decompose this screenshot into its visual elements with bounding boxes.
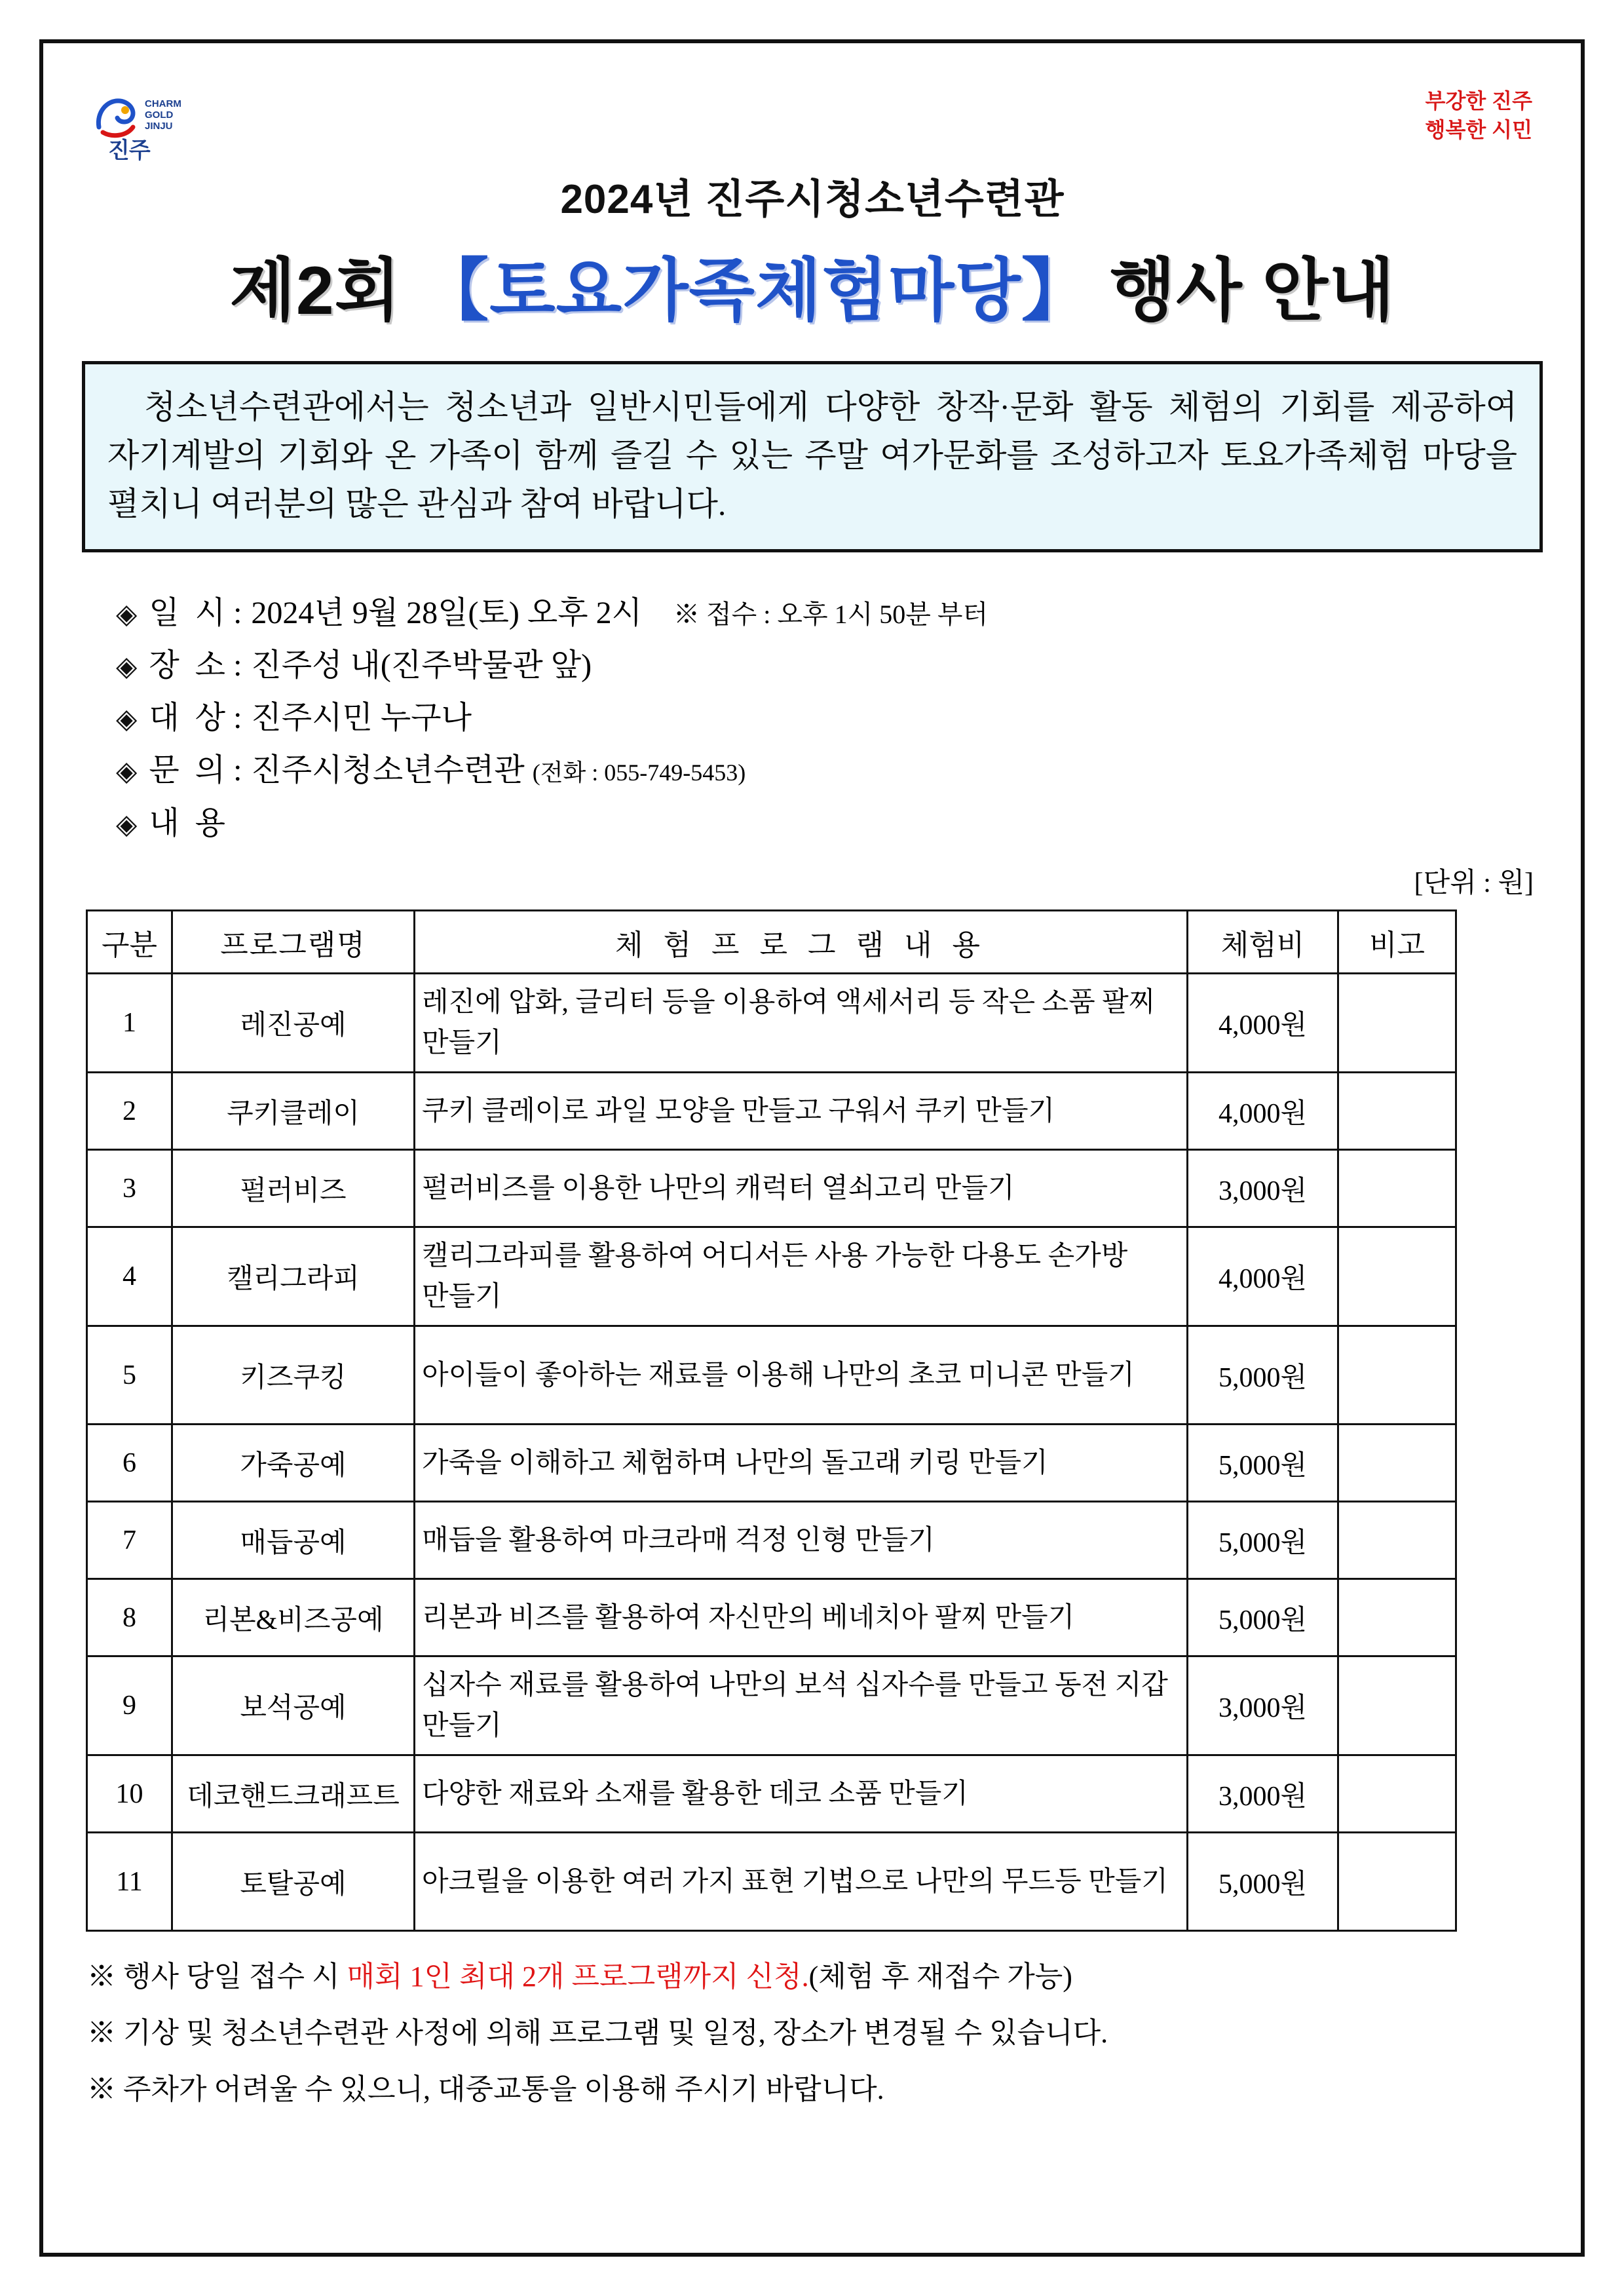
cell-no: 3 [87, 1150, 172, 1227]
info-label-place: 장 소 [149, 648, 230, 683]
footer-notes [82, 1949, 1543, 2118]
title-highlight: 【토요가족체험마당】 [421, 253, 1090, 329]
cell-etc [1338, 1656, 1456, 1755]
logo-mark [88, 89, 213, 168]
jinju-city-logo [88, 89, 213, 168]
cell-name: 토탈공예 [172, 1833, 415, 1931]
note-line-3 [87, 2061, 1543, 2118]
table-row [87, 1579, 1456, 1656]
diamond-bullet-icon: ◈ [116, 600, 138, 630]
info-item-content [116, 798, 1543, 851]
cell-desc: 캘리그라피를 활용하여 어디서든 사용 가능한 다용도 손가방 만들기 [415, 1227, 1188, 1326]
note-mark: ※ [87, 2017, 116, 2049]
cell-etc [1338, 1326, 1456, 1425]
slogan-line-2: 행복한 시민 [1425, 118, 1532, 142]
logo-text-kr: 진주 [108, 138, 150, 163]
cell-name: 가죽공예 [172, 1425, 415, 1502]
unit-label: [단위 : 원] [1414, 868, 1534, 898]
cell-name: 캘리그라피 [172, 1227, 415, 1326]
cell-fee: 5,000원 [1188, 1502, 1338, 1579]
cell-no: 9 [87, 1656, 172, 1755]
cell-no: 6 [87, 1425, 172, 1502]
th-etc: 비고 [1338, 911, 1456, 974]
cell-no: 1 [87, 974, 172, 1073]
info-colon: : [233, 700, 242, 735]
cell-no: 4 [87, 1227, 172, 1326]
table-row [87, 1755, 1456, 1833]
slogan-line-1: 부강한 진주 [1425, 89, 1532, 113]
cell-name: 보석공예 [172, 1656, 415, 1755]
cell-name: 펄러비즈 [172, 1150, 415, 1227]
table-row [87, 1150, 1456, 1227]
info-colon: : [233, 596, 242, 630]
cell-fee: 3,000원 [1188, 1656, 1338, 1755]
event-info-list [82, 588, 1543, 851]
note-1-post: (체험 후 재접수 가능) [808, 1961, 1072, 1993]
info-phone: (전화 : 055-749-5453) [532, 759, 746, 786]
cell-fee: 3,000원 [1188, 1150, 1338, 1227]
cell-etc [1338, 1073, 1456, 1150]
info-value-contact: 진주시청소년수련관 [251, 753, 525, 788]
table-row [87, 1326, 1456, 1425]
cell-fee: 5,000원 [1188, 1326, 1338, 1425]
table-row [87, 1502, 1456, 1579]
cell-desc: 레진에 압화, 글리터 등을 이용하여 액세서리 등 작은 소품 팔찌 만들기 [415, 974, 1188, 1073]
info-value-target: 진주시민 누구나 [251, 700, 472, 735]
cell-desc: 십자수 재료를 활용하여 나만의 보석 십자수를 만들고 동전 지갑 만들기 [415, 1656, 1188, 1755]
cell-fee: 3,000원 [1188, 1755, 1338, 1833]
info-value-datetime: 2024년 9월 28일(토) 오후 2시 [251, 596, 642, 630]
cell-fee: 4,000원 [1188, 974, 1338, 1073]
cell-desc: 아크릴을 이용한 여러 가지 표현 기법으로 나만의 무드등 만들기 [415, 1833, 1188, 1931]
table-row [87, 1656, 1456, 1755]
cell-name: 데코핸드크래프트 [172, 1755, 415, 1833]
info-item-datetime [116, 588, 1543, 640]
cell-etc [1338, 1755, 1456, 1833]
note-mark: ※ [87, 1961, 116, 1993]
cell-name: 리본&비즈공예 [172, 1579, 415, 1656]
cell-desc: 다양한 재료와 소재를 활용한 데코 소품 만들기 [415, 1755, 1188, 1833]
cell-no: 7 [87, 1502, 172, 1579]
cell-fee: 5,000원 [1188, 1579, 1338, 1656]
cell-desc: 쿠키 클레이로 과일 모양을 만들고 구워서 쿠키 만들기 [415, 1073, 1188, 1150]
diamond-bullet-icon: ◈ [116, 810, 138, 840]
info-label-datetime: 일 시 [149, 596, 230, 630]
content-area [82, 72, 1543, 2118]
diamond-bullet-icon: ◈ [116, 652, 138, 682]
table-row [87, 1425, 1456, 1502]
cell-no: 8 [87, 1579, 172, 1656]
cell-desc: 리본과 비즈를 활용하여 자신만의 베네치아 팔찌 만들기 [415, 1579, 1188, 1656]
info-value-place: 진주성 내(진주박물관 앞) [251, 648, 592, 683]
info-item-place [116, 640, 1543, 693]
cell-no: 10 [87, 1755, 172, 1833]
cell-etc [1338, 1579, 1456, 1656]
cell-desc: 펄러비즈를 이용한 나만의 캐럭터 열쇠고리 만들기 [415, 1150, 1188, 1227]
cell-no: 2 [87, 1073, 172, 1150]
cell-name: 키즈쿠킹 [172, 1326, 415, 1425]
info-item-target [116, 693, 1543, 745]
page-title [82, 235, 1543, 334]
note-1-pre: 행사 당일 접수 시 [116, 1961, 347, 1993]
table-row [87, 1833, 1456, 1931]
intro-box [82, 361, 1543, 552]
cell-no: 11 [87, 1833, 172, 1931]
note-3-text: 주차가 어려울 수 있으니, 대중교통을 이용해 주시기 바랍니다. [116, 2073, 884, 2105]
cell-etc [1338, 1833, 1456, 1931]
table-row [87, 1073, 1456, 1150]
cell-etc [1338, 1150, 1456, 1227]
info-label-contact: 문 의 [149, 753, 230, 788]
cell-no: 5 [87, 1326, 172, 1425]
th-no: 구분 [87, 911, 172, 974]
subtitle-year-org: 2024년 진주시청소년수련관 [560, 177, 1065, 222]
table-row [87, 974, 1456, 1073]
note-mark: ※ [87, 2073, 116, 2105]
cell-etc [1338, 1502, 1456, 1579]
th-description: 체 험 프 로 그 램 내 용 [415, 911, 1188, 974]
poster-header [82, 72, 1543, 183]
info-colon: : [233, 648, 242, 683]
info-colon: : [233, 753, 242, 788]
cell-etc [1338, 974, 1456, 1073]
note-line-2 [87, 2005, 1543, 2061]
cell-desc: 매듭을 활용하여 마크라매 걱정 인형 만들기 [415, 1502, 1188, 1579]
th-program-name: 프로그램명 [172, 911, 415, 974]
info-label-target: 대 상 [149, 700, 230, 735]
logo-text-en: CHARM GOLD JINJU [145, 98, 181, 132]
info-label-content: 내 용 [149, 806, 230, 841]
note-2-text: 기상 및 청소년수련관 사정에 의해 프로그램 및 일정, 장소가 변경될 수 있습니다. [116, 2017, 1108, 2049]
info-item-contact [116, 745, 1543, 798]
cell-desc: 아이들이 좋아하는 재료를 이용해 나만의 초코 미니콘 만들기 [415, 1326, 1188, 1425]
cell-name: 매듭공예 [172, 1502, 415, 1579]
title-prefix: 제2회 [229, 253, 402, 329]
cell-name: 레진공예 [172, 974, 415, 1073]
program-table [86, 909, 1457, 1932]
diamond-bullet-icon: ◈ [116, 757, 138, 787]
th-fee: 체험비 [1188, 911, 1338, 974]
city-slogan [1426, 86, 1532, 144]
note-1-red: 매회 1인 최대 2개 프로그램까지 신청. [347, 1961, 809, 1993]
intro-text: 청소년수련관에서는 청소년과 일반시민들에게 다양한 창작·문화 활동 체험의 기회를 제공하여 자기계발의 기회와 온 가족이 함께 즐길 수 있는 주말 여가문화를 조성하고자 토요가족체험 마당을 펼치니 여러분의 많은 관심과 참여 바랍니다. [107, 389, 1517, 522]
cell-name: 쿠키클레이 [172, 1073, 415, 1150]
cell-etc [1338, 1227, 1456, 1326]
table-row [87, 1227, 1456, 1326]
note-line-1 [87, 1949, 1543, 2005]
title-suffix: 행사 안내 [1109, 253, 1395, 329]
table-header-row [87, 911, 1456, 974]
cell-etc [1338, 1425, 1456, 1502]
cell-fee: 4,000원 [1188, 1227, 1338, 1326]
cell-fee: 4,000원 [1188, 1073, 1338, 1150]
diamond-bullet-icon: ◈ [116, 704, 138, 735]
cell-desc: 가죽을 이해하고 체험하며 나만의 돌고래 키링 만들기 [415, 1425, 1188, 1502]
cell-fee: 5,000원 [1188, 1425, 1338, 1502]
info-note-reception: ※ 접수 : 오후 1시 50분 부터 [673, 600, 989, 629]
cell-fee: 5,000원 [1188, 1833, 1338, 1931]
